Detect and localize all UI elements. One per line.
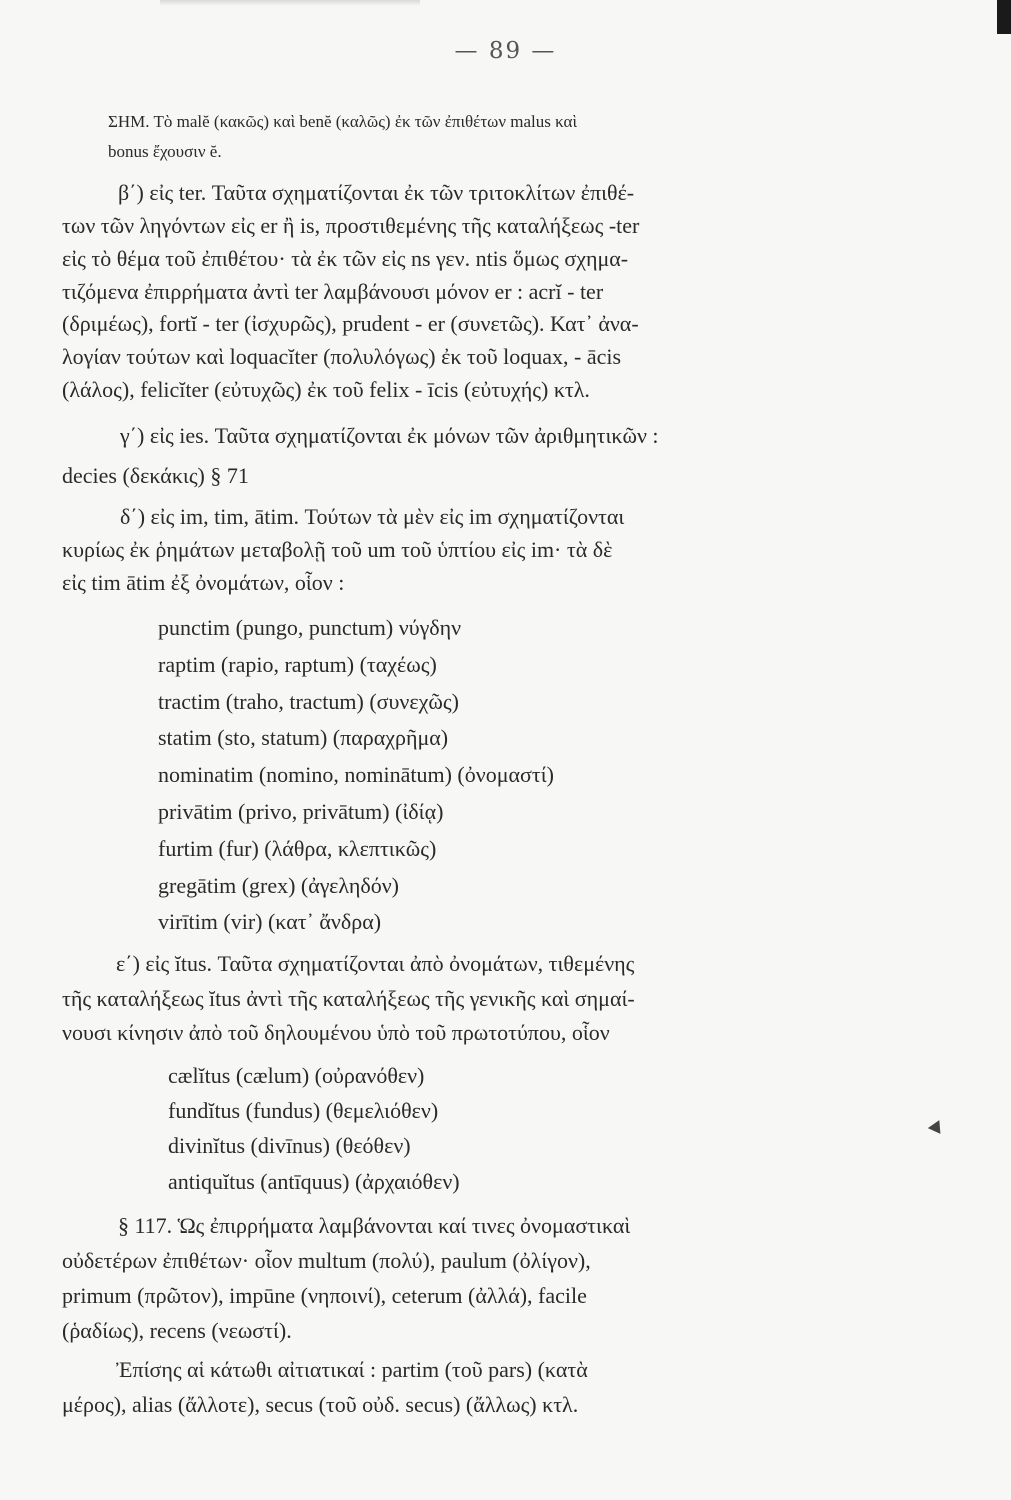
text-line: εἰς tim ātim ἐξ ὀνομάτων, οἷον : <box>62 570 345 595</box>
text-line: § 117. Ὡς ἐπιρρήματα λαμβάνονται καί τινες ὀνομαστικαὶ <box>118 1213 631 1238</box>
text-line: nominatim (nomino, nominātum) (ὀνομαστί) <box>158 762 554 787</box>
text-line: λογίαν τούτων καὶ loquacĭter (πολυλόγως) ἐκ τοῦ loquax, - ācis <box>62 344 622 369</box>
text-line: tractim (traho, tractum) (συνεχῶς) <box>158 689 459 714</box>
text-line: δ΄) εἰς im, tim, ātim. Τούτων τὰ μὲν εἰς im σχηματίζονται <box>120 504 625 529</box>
scan-edge-mark <box>997 0 1011 34</box>
text-line: ε΄) εἰς ĭtus. Ταῦτα σχηματίζονται ἀπὸ ὀνομάτων, τιθεμένης <box>116 951 635 976</box>
text-line: (δριμέως), fortĭ - ter (ἰσχυρῶς), prudent - er (συνετῶς). Κατ᾿ ἀνα- <box>62 311 639 336</box>
text-line: primum (πρῶτον), impūne (νηποινί), ceterum (ἀλλά), facile <box>62 1283 587 1308</box>
text-line: virītim (vir) (κατ᾿ ἄνδρα) <box>158 909 382 934</box>
margin-mark <box>928 1120 946 1138</box>
page-number: — 89 — <box>454 38 557 64</box>
text-line: τιζόμενα ἐπιρρήματα ἀντὶ ter λαμβάνουσι μόνον er : acrĭ - ter <box>62 279 604 304</box>
text-line: antiquĭtus (antīquus) (ἀρχαιόθεν) <box>168 1169 460 1194</box>
text-line: Ἐπίσης αἱ κάτωθι αἰτιατικαί : partim (τοῦ pars) (κατὰ <box>116 1357 588 1382</box>
text-line: bonus ἔχουσιν ĕ. <box>108 142 222 161</box>
text-line: νουσι κίνησιν ἀπὸ τοῦ δηλουμένου ὑπὸ τοῦ πρωτοτύπου, οἷον <box>62 1020 610 1045</box>
text-line: fundĭtus (fundus) (θεμελιόθεν) <box>168 1098 439 1123</box>
text-line: divinĭtus (divīnus) (θεόθεν) <box>168 1133 411 1158</box>
text-line: statim (sto, statum) (παραχρῆμα) <box>158 725 449 750</box>
text-line: μέρος), alias (ἄλλοτε), secus (τοῦ οὐδ. secus) (ἄλλως) κτλ. <box>62 1392 579 1417</box>
text-line: (ῥαδίως), recens (νεωστί). <box>62 1318 292 1343</box>
text-line: κυρίως ἐκ ῥημάτων μεταβολῇ τοῦ um τοῦ ὑπτίου εἰς im· τὰ δὲ <box>62 537 613 562</box>
text-line: decies (δεκάκις) § 71 <box>62 463 249 488</box>
text-line: privātim (privo, privātum) (ἰδίᾳ) <box>158 799 444 824</box>
text-line: ΣΗΜ. Τὸ malĕ (κακῶς) καὶ benĕ (καλῶς) ἐκ τῶν ἐπιθέτων malus καὶ <box>108 112 578 131</box>
text-line: οὐδετέρων ἐπιθέτων· οἷον multum (πολύ), paulum (ὀλίγον), <box>62 1248 591 1273</box>
text-line: των τῶν ληγόντων εἰς er ἢ is, προστιθεμένης τῆς καταλήξεως -ter <box>62 213 640 238</box>
text-line: β΄) εἰς ter. Ταῦτα σχηματίζονται ἐκ τῶν τριτοκλίτων ἐπιθέ- <box>118 180 635 205</box>
text-line: εἰς τὸ θέμα τοῦ ἐπιθέτου· τὰ ἐκ τῶν εἰς ns γεν. ntis ὅμως σχημα- <box>62 246 629 271</box>
text-line: punctim (pungo, punctum) νύγδην <box>158 615 462 640</box>
text-line: (λάλος), felicĭter (εὐτυχῶς) ἐκ τοῦ felix - īcis (εὐτυχής) κτλ. <box>62 377 590 402</box>
text-line: raptim (rapio, raptum) (ταχέως) <box>158 652 437 677</box>
text-line: γ΄) εἰς ies. Ταῦτα σχηματίζονται ἐκ μόνων τῶν ἀριθμητικῶν : <box>120 423 659 448</box>
scan-shadow <box>160 0 420 6</box>
text-line: τῆς καταλήξεως ĭtus ἀντὶ τῆς καταλήξεως τῆς γενικῆς καὶ σημαί- <box>62 986 635 1011</box>
text-line: furtim (fur) (λάθρα, κλεπτικῶς) <box>158 836 437 861</box>
text-line: cælĭtus (cælum) (οὐρανόθεν) <box>168 1063 425 1088</box>
text-line: gregātim (grex) (ἀγεληδόν) <box>158 873 399 898</box>
